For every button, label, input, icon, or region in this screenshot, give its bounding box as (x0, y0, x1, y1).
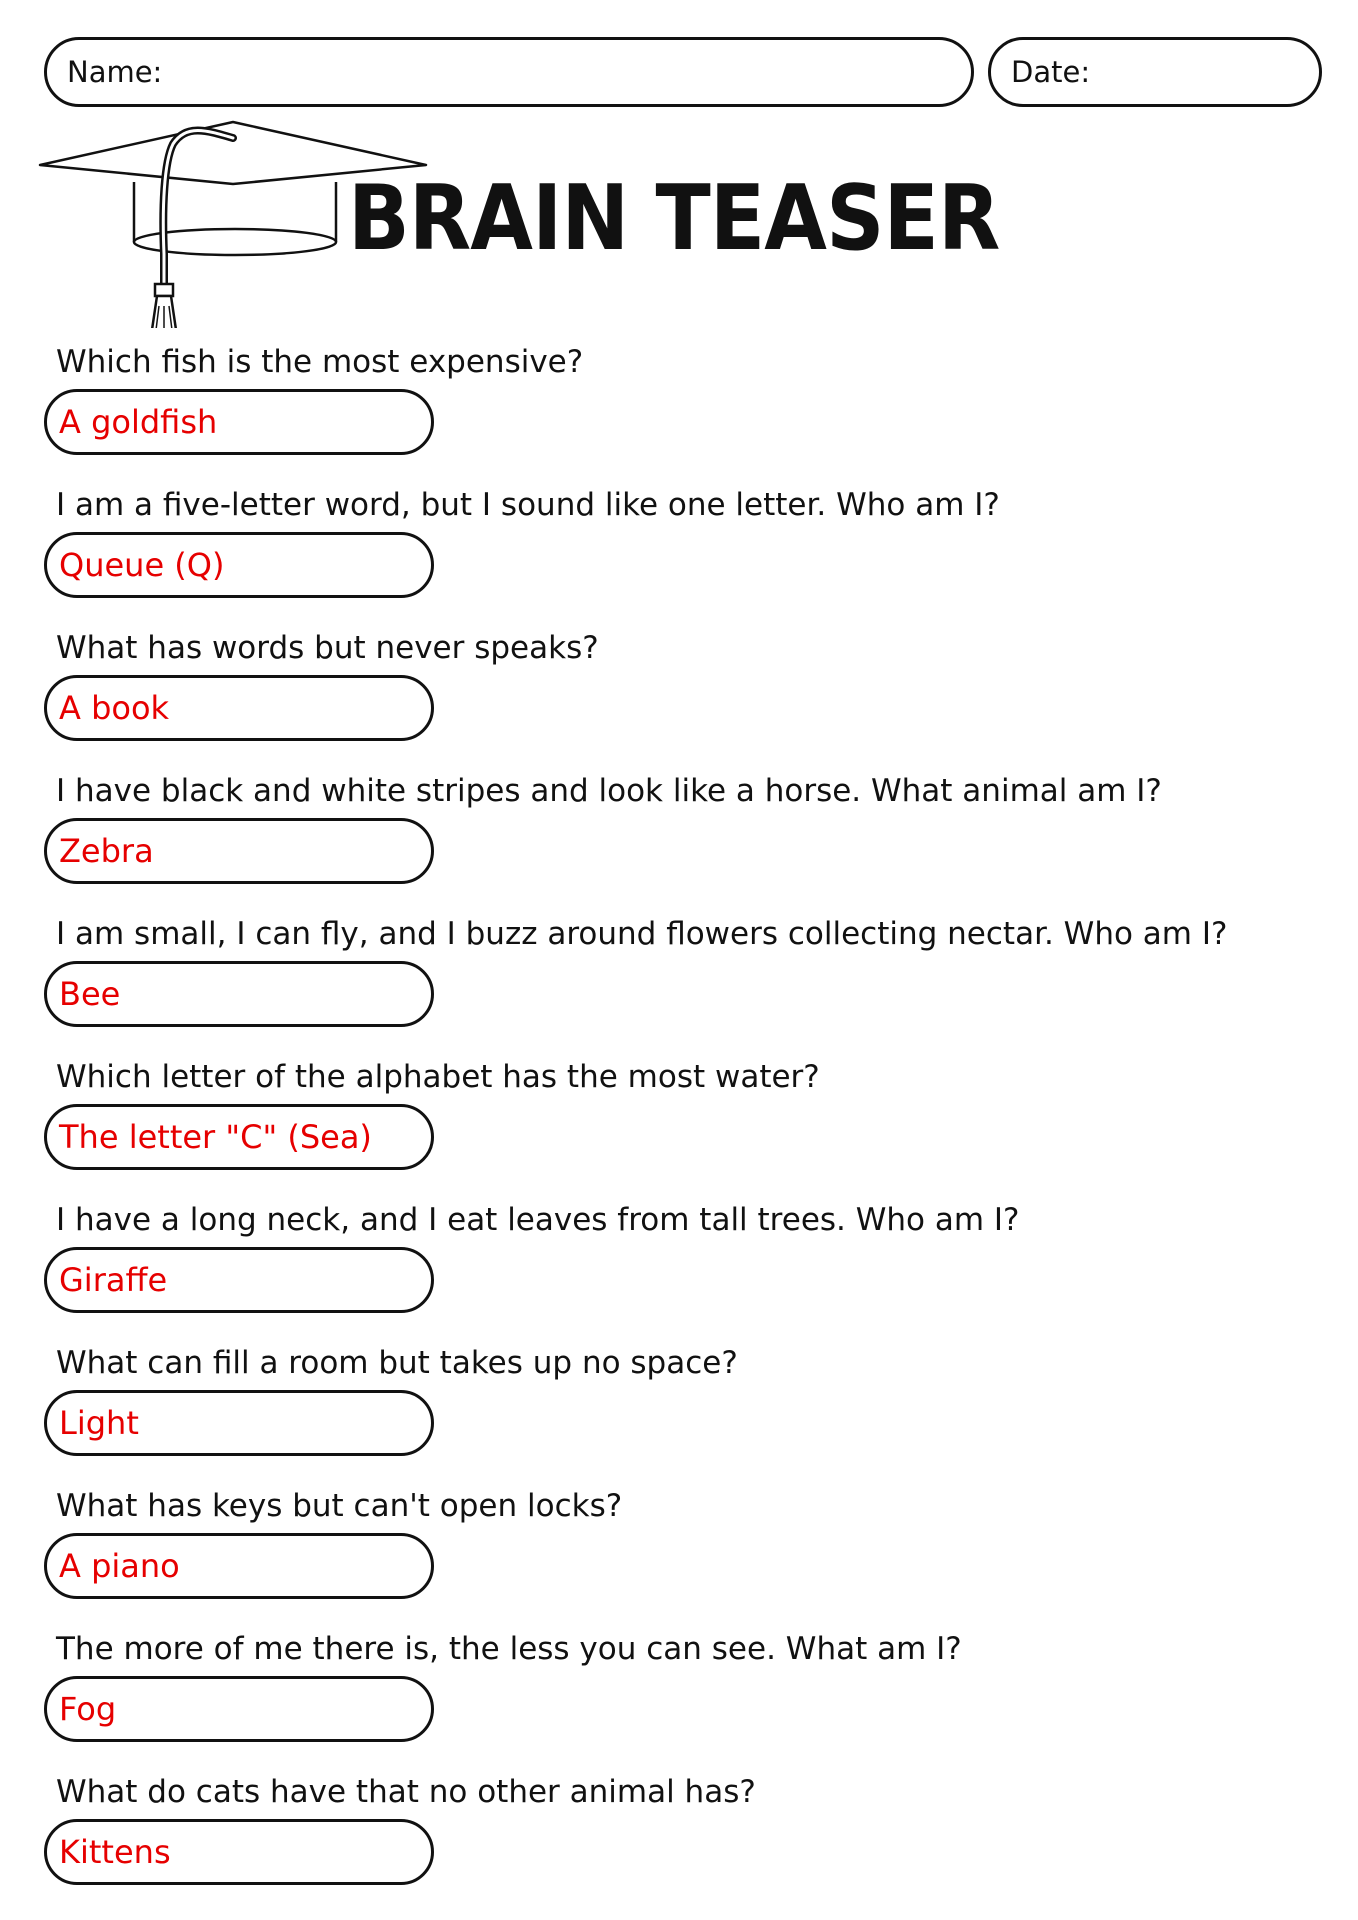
answer-text: The letter "C" (Sea) (59, 1118, 372, 1156)
answer-text: Light (59, 1404, 139, 1442)
question-text: What do cats have that no other animal has? (56, 1774, 756, 1810)
date-label: Date: (1011, 55, 1091, 89)
answer-field[interactable] (44, 961, 434, 1027)
question-text: I have black and white stripes and look like a horse. What animal am I? (56, 773, 1162, 809)
answer-text: Bee (59, 975, 121, 1013)
question-item (0, 1772, 1358, 1915)
answer-text: A goldfish (59, 403, 218, 441)
answer-text: A book (59, 689, 170, 727)
question-item (0, 485, 1358, 628)
question-text: The more of me there is, the less you can see. What am I? (56, 1631, 962, 1667)
answer-field[interactable] (44, 532, 434, 598)
answer-text: Queue (Q) (59, 546, 225, 584)
answer-field[interactable] (44, 818, 434, 884)
answer-field[interactable] (44, 1819, 434, 1885)
answer-field[interactable] (44, 1390, 434, 1456)
answer-field[interactable] (44, 1247, 434, 1313)
answer-field[interactable] (44, 1104, 434, 1170)
answer-text: Zebra (59, 832, 154, 870)
question-item (0, 1200, 1358, 1343)
question-text: Which fish is the most expensive? (56, 344, 584, 380)
question-text: Which letter of the alphabet has the most water? (56, 1059, 820, 1095)
question-item (0, 628, 1358, 771)
question-item (0, 342, 1358, 485)
worksheet-header (36, 118, 1000, 328)
page-title: BRAIN TEASER (348, 166, 1000, 271)
answer-field[interactable] (44, 675, 434, 741)
question-item (0, 1057, 1358, 1200)
question-item (0, 914, 1358, 1057)
answer-text: Giraffe (59, 1261, 168, 1299)
answer-field[interactable] (44, 1676, 434, 1742)
answer-text: Kittens (59, 1833, 171, 1871)
question-text: I am small, I can fly, and I buzz around flowers collecting nectar. Who am I? (56, 916, 1228, 952)
name-field[interactable] (44, 37, 974, 107)
answer-field[interactable] (44, 389, 434, 455)
question-item (0, 1343, 1358, 1486)
answer-field[interactable] (44, 1533, 434, 1599)
answer-text: A piano (59, 1547, 180, 1585)
date-field[interactable] (988, 37, 1322, 107)
question-item (0, 1486, 1358, 1629)
question-text: What can fill a room but takes up no space? (56, 1345, 738, 1381)
name-label: Name: (67, 55, 163, 89)
question-item (0, 1629, 1358, 1772)
question-text: What has words but never speaks? (56, 630, 599, 666)
answer-text: Fog (59, 1690, 117, 1728)
question-text: I am a five-letter word, but I sound like one letter. Who am I? (56, 487, 1000, 523)
question-text: I have a long neck, and I eat leaves from tall trees. Who am I? (56, 1202, 1020, 1238)
question-item (0, 771, 1358, 914)
question-text: What has keys but can't open locks? (56, 1488, 623, 1524)
